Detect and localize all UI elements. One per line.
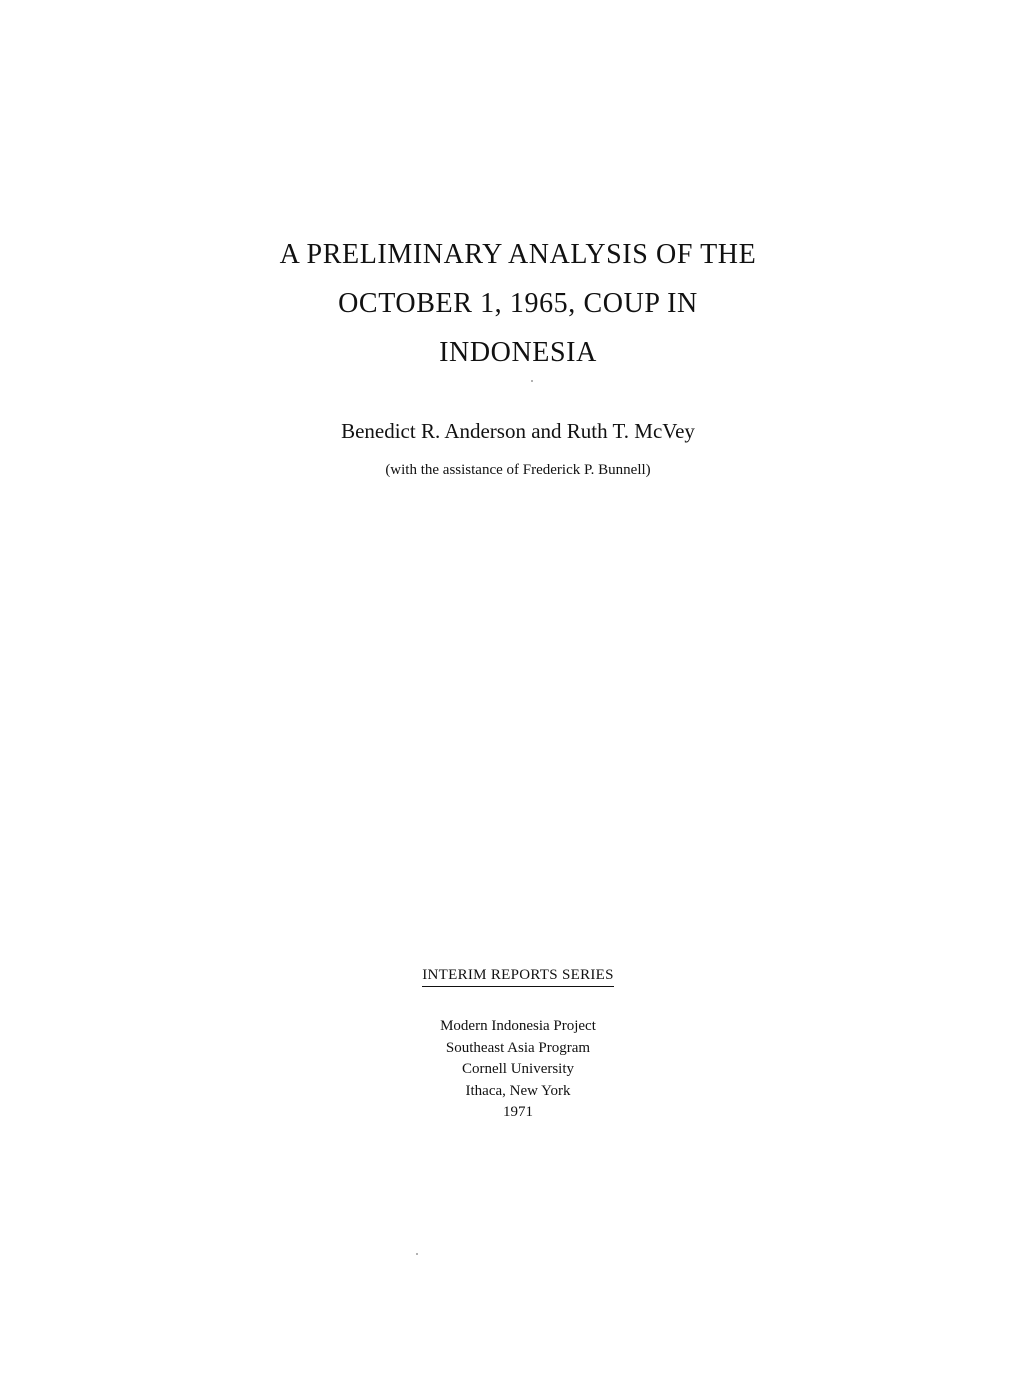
imprint-year: 1971: [503, 1104, 533, 1120]
imprint-project: Modern Indonesia Project: [440, 1018, 596, 1034]
title-line-1: A PRELIMINARY ANALYSIS OF THE: [279, 239, 757, 270]
title-line-3: INDONESIA: [439, 337, 597, 368]
publisher-imprint: [360, 1016, 676, 1124]
assistance-credit: (with the assistance of Frederick P. Bunnell): [385, 462, 651, 478]
title-line-2: OCTOBER 1, 1965, COUP IN: [338, 288, 698, 319]
series-label: INTERIM REPORTS SERIES: [422, 965, 614, 987]
series-heading: [360, 965, 676, 987]
document-title: [160, 230, 876, 377]
scan-speck: [416, 1253, 418, 1255]
authors: Benedict R. Anderson and Ruth T. McVey: [341, 419, 695, 443]
imprint-location: Ithaca, New York: [465, 1082, 571, 1099]
imprint-university: Cornell University: [461, 1061, 575, 1077]
imprint-program: Southeast Asia Program: [445, 1039, 591, 1056]
scan-speck: [531, 380, 533, 382]
